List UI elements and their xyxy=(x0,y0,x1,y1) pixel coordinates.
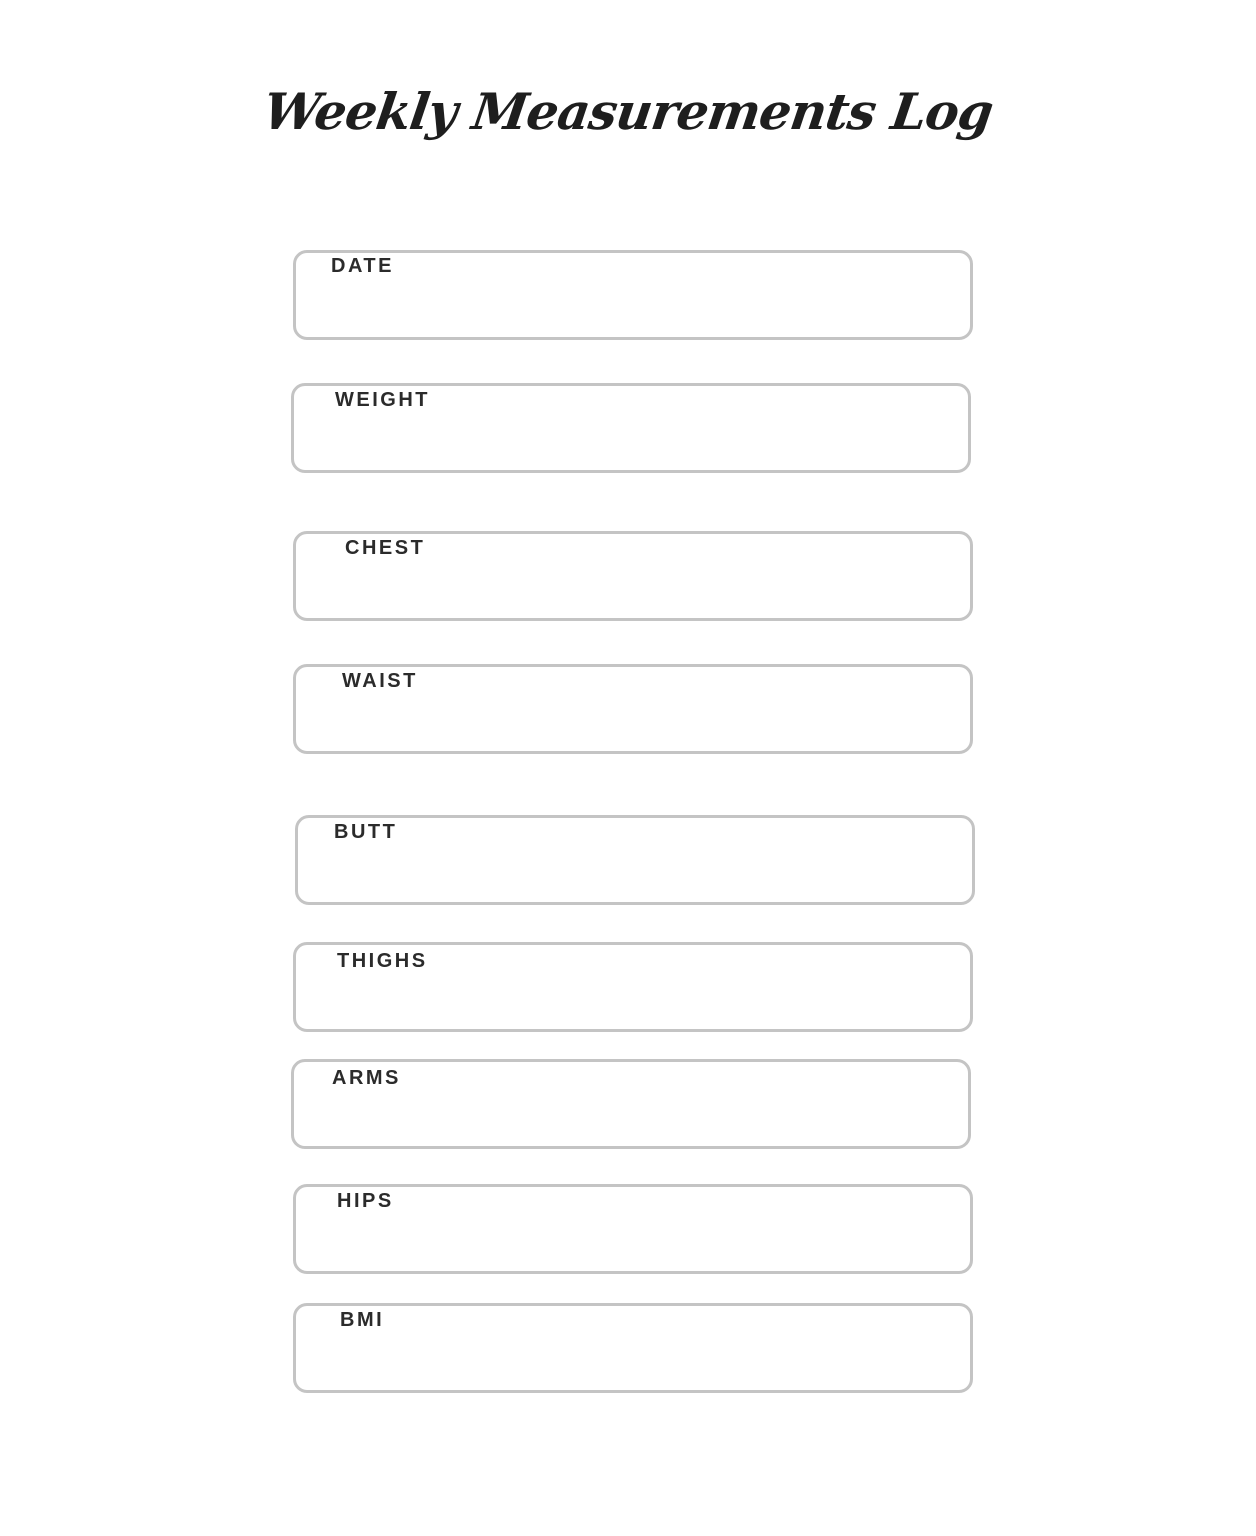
arms-label: ARMS xyxy=(332,1067,401,1089)
hips-field[interactable] xyxy=(293,1184,973,1274)
waist-field[interactable] xyxy=(293,664,973,754)
chest-field[interactable] xyxy=(293,531,973,621)
butt-field[interactable] xyxy=(295,815,975,905)
weight-field[interactable] xyxy=(291,383,971,473)
date-label: DATE xyxy=(331,255,394,277)
chest-label: CHEST xyxy=(345,537,426,559)
arms-field[interactable] xyxy=(291,1059,971,1149)
page-title: Weekly Measurements Log xyxy=(259,82,997,141)
hips-label: HIPS xyxy=(337,1190,394,1212)
thighs-label: THIGHS xyxy=(337,950,428,972)
thighs-field[interactable] xyxy=(293,942,973,1032)
bmi-field[interactable] xyxy=(293,1303,973,1393)
waist-label: WAIST xyxy=(342,670,418,692)
date-field[interactable] xyxy=(293,250,973,340)
weight-label: WEIGHT xyxy=(335,389,430,411)
butt-label: BUTT xyxy=(334,821,398,843)
bmi-label: BMI xyxy=(340,1309,385,1331)
